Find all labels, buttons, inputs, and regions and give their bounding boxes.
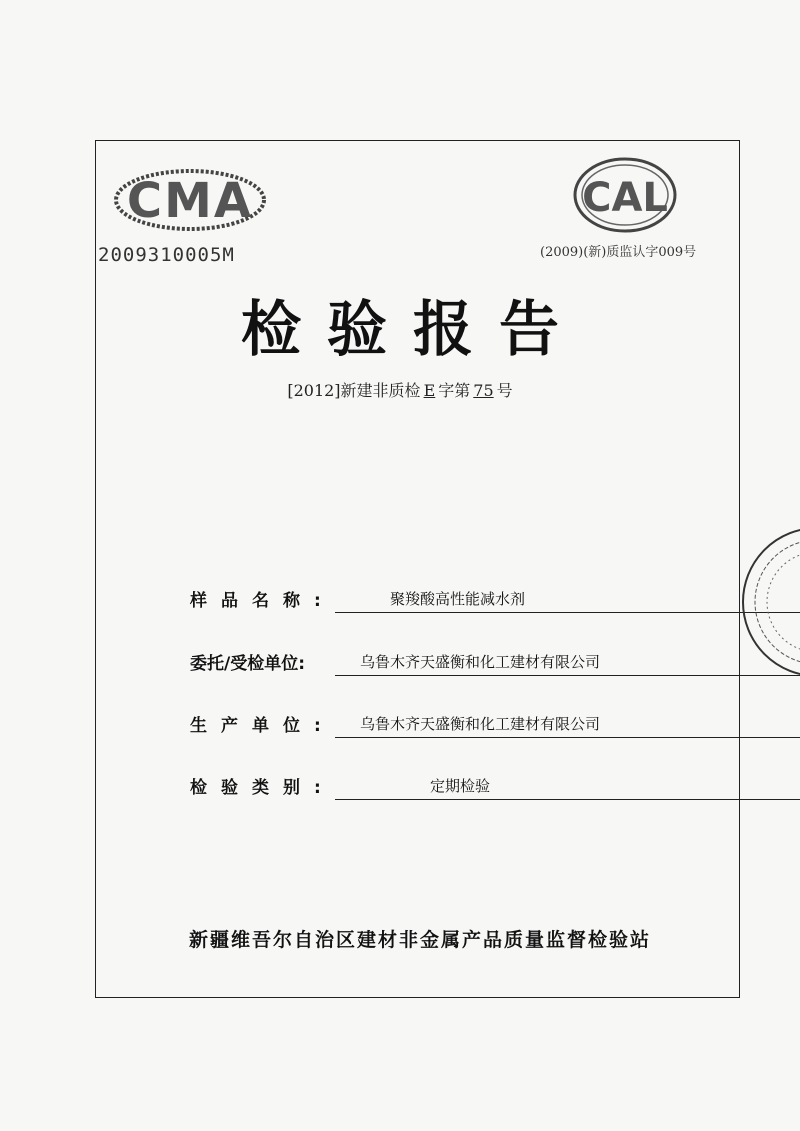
field-value-line xyxy=(335,715,800,738)
field-value-line xyxy=(335,777,800,800)
cal-logo xyxy=(570,155,680,235)
report-number-prefix: [2012]新建非质检 xyxy=(287,381,421,400)
field-value: 定期检验 xyxy=(430,777,491,795)
field-value: 乌鲁木齐天盛衡和化工建材有限公司 xyxy=(360,653,601,671)
report-number-mid: 字第 xyxy=(438,381,471,400)
seal-stamp-icon xyxy=(737,522,800,682)
field-value: 乌鲁木齐天盛衡和化工建材有限公司 xyxy=(360,715,601,733)
field-value-line xyxy=(335,653,800,676)
page-title: 检验报告 xyxy=(241,295,585,365)
field-value: 聚羧酸高性能减水剂 xyxy=(390,590,526,608)
field-label: 样品名称: xyxy=(190,591,335,611)
field-label: 检验类别: xyxy=(190,778,335,798)
field-label: 生产单位: xyxy=(190,716,335,736)
field-label: 委托/受检单位: xyxy=(190,654,306,674)
field-value-line xyxy=(335,590,800,613)
cma-logo-text: CMA xyxy=(126,173,254,229)
cal-logo-text: CAL xyxy=(582,175,668,221)
document-frame xyxy=(95,140,740,998)
cal-number: (2009)(新)质监认字009号 xyxy=(540,245,697,260)
report-number-series: E xyxy=(423,381,436,400)
issuing-authority: 新疆维吾尔自治区建材非金属产品质量监督检验站 xyxy=(188,929,651,951)
report-number-value: 75 xyxy=(473,381,494,400)
cma-number: 2009310005M xyxy=(98,244,235,266)
cma-logo xyxy=(113,168,268,232)
report-number-suffix: 号 xyxy=(496,381,513,400)
report-number xyxy=(0,378,800,401)
